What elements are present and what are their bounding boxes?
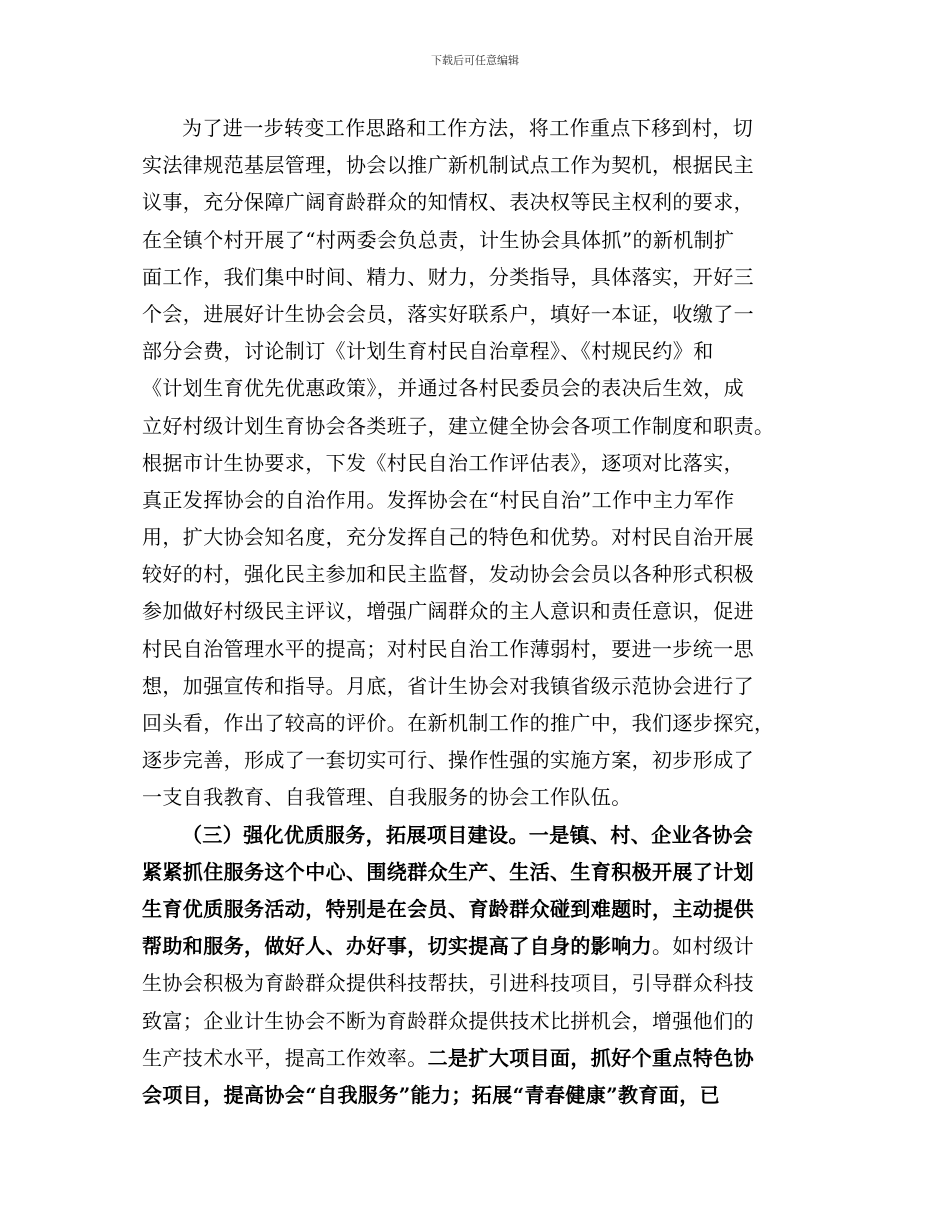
text-run: 村民自治管理水平的提高；对村民自治工作薄弱村，要进一步统一思 (142, 636, 754, 661)
text-run: 参加做好村级民主评议，增强广阔群众的主人意识和责任意识，促进 (142, 599, 754, 624)
text-line (142, 891, 812, 928)
text-run: 会项目，提高协会“自我服务”能力；拓展“青春健康”教育面，已 (142, 1082, 721, 1107)
text-run: 《计划生育优先优惠政策》，并通过各村民委员会的表决后生效，成 (142, 376, 744, 401)
text-line (142, 593, 812, 630)
text-line (142, 928, 812, 965)
text-run: 在全镇个村开展了“村两委会负总责，计生协会具体抓”的新机制扩 (142, 227, 735, 252)
text-run: 。如村级计 (652, 934, 754, 959)
text-run: 生产技术水平，提高工作效率。 (142, 1045, 428, 1070)
text-run: 根据市计生协要求，下发《村民自治工作评估表》，逐项对比落实， (142, 450, 744, 475)
text-line (142, 705, 812, 742)
text-run: 逐步完善，形成了一套切实可行、操作性强的实施方案，初步形成了 (142, 748, 754, 773)
text-run: 真正发挥协会的自治作用。发挥协会在“村民自治”工作中主力军作 (142, 487, 735, 512)
text-run: 致富；企业计生协会不断为育龄群众提供技术比拼机会，增强他们的 (142, 1008, 754, 1033)
text-line (142, 668, 812, 705)
text-line (142, 556, 812, 593)
text-line (142, 110, 812, 147)
text-line (142, 742, 812, 779)
text-run: 一支自我教育、自我管理、自我服务的协会工作队伍。 (142, 785, 632, 810)
text-line (142, 817, 812, 854)
text-run: 紧紧抓住服务这个中心、围绕群众生产、生活、生育积极开展了计划 (142, 859, 754, 884)
text-run: 生育优质服务活动，特别是在会员、育龄群众碰到难题时，主动提供 (142, 896, 754, 921)
text-run: 较好的村，强化民主参加和民主监督，发动协会会员以各种形式积极 (142, 562, 754, 587)
text-line (142, 333, 812, 370)
text-line (142, 1003, 812, 1040)
text-run: 立好村级计划生育协会各类班子，建立健全协会各项工作制度和职责。 (142, 413, 775, 438)
text-line (142, 854, 812, 891)
text-run: 帮助和服务，做好人、办好事，切实提高了自身的影响力 (142, 934, 652, 959)
text-line (142, 445, 812, 482)
text-line (142, 296, 812, 333)
text-run: 生协会积极为育龄群众提供科技帮扶，引进科技项目，引导群众科技 (142, 971, 754, 996)
text-line (142, 965, 812, 1002)
text-line (142, 1040, 812, 1077)
text-run: 想，加强宣传和指导。月底，省计生协会对我镇省级示范协会进行了 (142, 673, 754, 698)
text-line (142, 779, 812, 816)
text-run: （三）强化优质服务，拓展项目建设。一是镇、村、企业各协会 (182, 822, 754, 847)
text-line (142, 259, 812, 296)
text-line (142, 408, 812, 445)
text-run: 议事，充分保障广阔育龄群众的知情权、表决权等民主权利的要求， (142, 190, 754, 215)
text-run: 回头看，作出了较高的评价。在新机制工作的推广中，我们逐步探究， (142, 711, 775, 735)
text-run: 为了进一步转变工作思路和工作方法，将工作重点下移到村，切 (182, 116, 754, 140)
text-run: 个会，进展好计生协会会员，落实好联系户，填好一本证，收缴了一 (142, 301, 754, 326)
text-run: 面工作，我们集中时间、精力、财力，分类指导，具体落实，开好三 (142, 264, 754, 289)
text-run: 实法律规范基层管理，协会以推广新机制试点工作为契机，根据民主 (142, 153, 754, 178)
text-line (142, 519, 812, 556)
text-run: 用，扩大协会知名度，充分发挥自己的特色和优势。对村民自治开展 (142, 525, 754, 550)
text-run: 部分会费，讨论制订《计划生育村民自治章程》、《村规民约》和 (142, 339, 714, 364)
text-line (142, 147, 812, 184)
text-run: 二是扩大项目面，抓好个重点特色协 (427, 1045, 755, 1070)
document-body (142, 110, 812, 1114)
text-line (142, 631, 812, 668)
text-line (142, 1077, 812, 1114)
page-header: 下载后可任意编辑 (431, 54, 519, 67)
text-line (142, 222, 812, 259)
text-line (142, 370, 812, 407)
text-line (142, 184, 812, 221)
text-line (142, 482, 812, 519)
